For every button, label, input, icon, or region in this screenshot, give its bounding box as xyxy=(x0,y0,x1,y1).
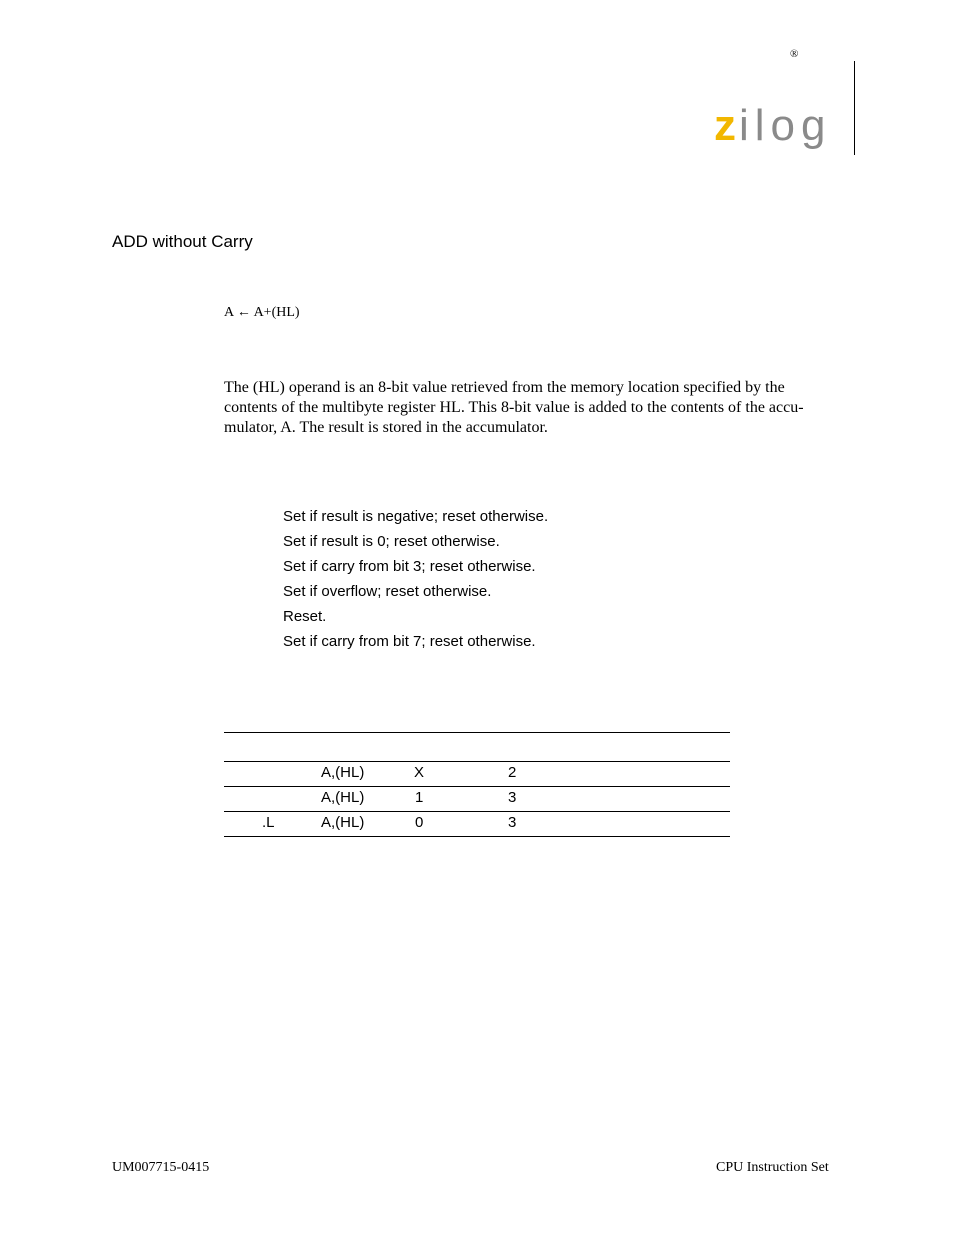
flag-n-description: Reset. xyxy=(283,608,327,625)
table-row-rule xyxy=(224,811,730,812)
description xyxy=(224,378,844,438)
description-line: contents of the multibyte register HL. This 8-bit value is added to the contents of the accu- xyxy=(224,399,804,416)
table-cell-operand: A,(HL) xyxy=(321,814,365,831)
zilog-logo-z: z xyxy=(714,104,736,150)
table-cell-cycles: 3 xyxy=(508,814,517,831)
zilog-logo-rest: ilog xyxy=(739,104,832,150)
registered-mark: ® xyxy=(790,48,799,60)
table-cell-cycles: 3 xyxy=(508,789,517,806)
flag-pv-description: Set if overflow; reset otherwise. xyxy=(283,583,492,600)
table-cell-adl: X xyxy=(414,764,425,781)
zilog-logo-text xyxy=(714,104,832,150)
footer-doc-number: UM007715-0415 xyxy=(112,1160,210,1175)
condition-flags xyxy=(283,507,548,657)
table-top-rule xyxy=(224,732,730,733)
flag-s-description: Set if result is negative; reset otherwise. xyxy=(283,508,549,525)
zilog-logo xyxy=(714,104,846,160)
flag-z-description: Set if result is 0; reset otherwise. xyxy=(283,533,500,550)
table-cell-adl: 0 xyxy=(415,814,424,831)
table-cell-operand: A,(HL) xyxy=(321,764,365,781)
flag-c-description: Set if carry from bit 7; reset otherwise. xyxy=(283,633,536,650)
table-cell-cycles: 2 xyxy=(508,764,517,781)
header-divider xyxy=(854,61,855,155)
instruction-heading: ADD without Carry xyxy=(112,232,253,251)
description-line: The (HL) operand is an 8-bit value retrieved from the memory location specified by the xyxy=(224,379,785,396)
operation-formula: A ← A+(HL) xyxy=(224,305,300,320)
flag-h-description: Set if carry from bit 3; reset otherwise. xyxy=(283,558,536,575)
table-cell-adl: 1 xyxy=(415,789,424,806)
description-line: mulator, A. The result is stored in the accumulator. xyxy=(224,419,548,436)
table-cell-operand: A,(HL) xyxy=(321,789,365,806)
table-header-rule xyxy=(224,761,730,762)
table-bottom-rule xyxy=(224,836,730,837)
footer-section: CPU Instruction Set xyxy=(716,1160,829,1175)
table-cell-suffix: .L xyxy=(262,814,275,831)
table-row-rule xyxy=(224,786,730,787)
